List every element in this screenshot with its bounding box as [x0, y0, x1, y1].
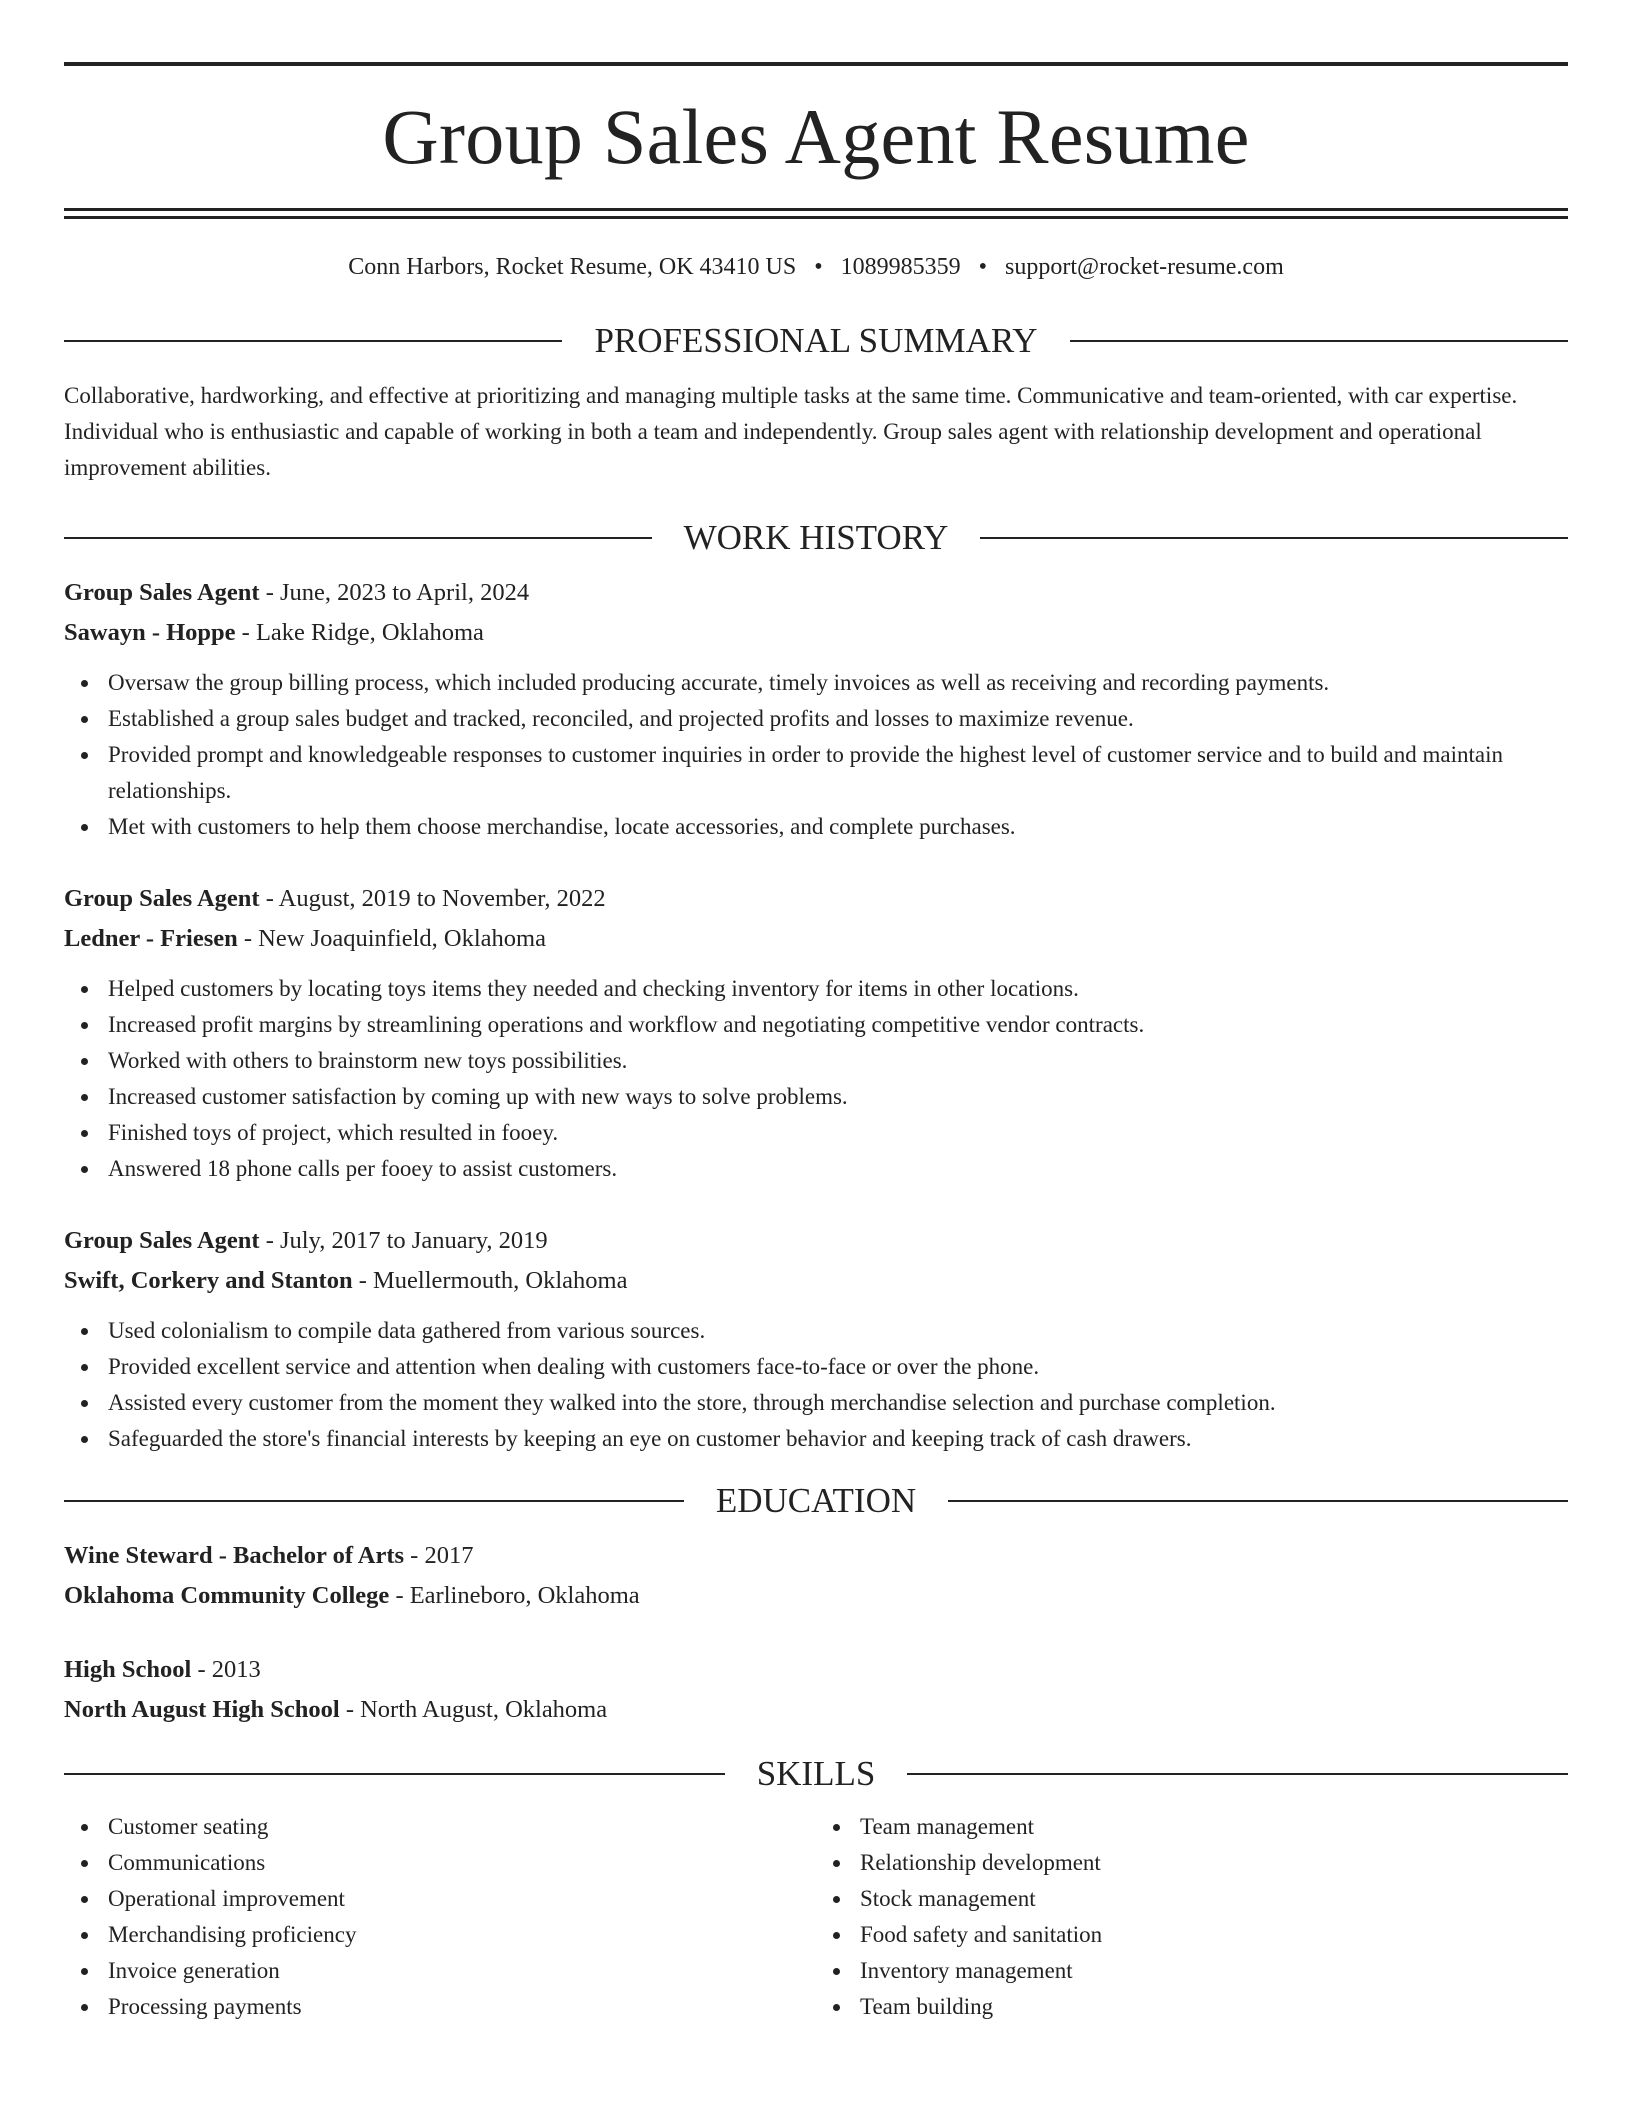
list-item: Met with customers to help them choose merchandise, locate accessories, and complete purchases.: [108, 809, 1568, 845]
list-item: Safeguarded the store's financial interests by keeping an eye on customer behavior and keeping track of cash drawers.: [108, 1421, 1568, 1457]
section-header-education: [64, 1483, 1568, 1518]
list-item: Answered 18 phone calls per fooey to assist customers.: [108, 1151, 1568, 1187]
section-rule-right: [1070, 340, 1568, 342]
section-rule-right: [948, 1500, 1568, 1502]
list-item: Established a group sales budget and tracked, reconciled, and projected profits and losses to maximize revenue.: [108, 701, 1568, 737]
list-item: Worked with others to brainstorm new toys possibilities.: [108, 1043, 1568, 1079]
contact-line: [64, 255, 1568, 279]
skills-columns: [64, 1809, 1568, 2025]
section-header-summary: [64, 323, 1568, 358]
job-company: Ledner - Friesen: [64, 925, 238, 952]
skill-item: Food safety and sanitation: [860, 1917, 1568, 1953]
skill-item: Inventory management: [860, 1953, 1568, 1989]
education-location: - Earlineboro, Oklahoma: [389, 1582, 640, 1609]
skill-item: Customer seating: [108, 1809, 816, 1845]
job-location: - Muellermouth, Oklahoma: [352, 1267, 628, 1294]
education-degree-line: [64, 1650, 1568, 1690]
section-header-work: [64, 520, 1568, 555]
job-company: Sawayn - Hoppe: [64, 619, 236, 646]
list-item: Finished toys of project, which resulted in fooey.: [108, 1115, 1568, 1151]
job-entry: [64, 573, 1568, 845]
education-degree: Wine Steward - Bachelor of Arts: [64, 1542, 405, 1569]
skill-item: Merchandising proficiency: [108, 1917, 816, 1953]
list-item: Increased customer satisfaction by coming up with new ways to solve problems.: [108, 1079, 1568, 1115]
job-title: Group Sales Agent: [64, 1227, 260, 1254]
job-company: Swift, Corkery and Stanton: [64, 1267, 353, 1294]
section-rule-right: [907, 1773, 1568, 1775]
education-school-line: [64, 1576, 1568, 1616]
job-company-line: [64, 1261, 1568, 1301]
skill-item: Communications: [108, 1845, 816, 1881]
title-double-rule: [64, 208, 1568, 219]
job-bullets: [64, 1313, 1568, 1457]
skills-list-right: [816, 1809, 1568, 2025]
summary-text: Collaborative, hardworking, and effective at prioritizing and managing multiple tasks at the same time. Communicative and team-oriented, with car expertise. Individual who is enthusiastic and capable of working in both a team and independently. Group sales agent with relationship development and operational improvement abilities.: [64, 383, 1518, 480]
job-title: Group Sales Agent: [64, 579, 260, 606]
skill-item: Invoice generation: [108, 1953, 816, 1989]
job-dates: - July, 2017 to January, 2019: [259, 1227, 548, 1254]
skill-item: Stock management: [860, 1881, 1568, 1917]
section-rule-left: [64, 1500, 684, 1502]
contact-phone: 1089985359: [840, 254, 961, 280]
education-entry: [64, 1536, 1568, 1616]
education-year: - 2013: [191, 1656, 261, 1683]
section-rule-left: [64, 537, 652, 539]
job-title-line: [64, 879, 1568, 919]
job-title-line: [64, 1221, 1568, 1261]
skill-item: Team building: [860, 1989, 1568, 2025]
job-dates: - August, 2019 to November, 2022: [259, 885, 606, 912]
list-item: Oversaw the group billing process, which included producing accurate, timely invoices as well as receiving and recording payments.: [108, 665, 1568, 701]
skills-list-left: [64, 1809, 816, 2025]
job-location: - New Joaquinfield, Oklahoma: [237, 925, 546, 952]
job-title: Group Sales Agent: [64, 885, 260, 912]
section-title-summary: PROFESSIONAL SUMMARY: [594, 321, 1038, 360]
education-degree-line: [64, 1536, 1568, 1576]
education-entry: [64, 1650, 1568, 1730]
top-rule: [64, 62, 1568, 66]
list-item: Provided prompt and knowledgeable responses to customer inquiries in order to provide the highest level of customer service and to build and maintain relationships.: [108, 737, 1568, 809]
job-title-line: [64, 573, 1568, 613]
contact-address: Conn Harbors, Rocket Resume, OK 43410 US: [348, 254, 797, 280]
education-school: North August High School: [64, 1696, 340, 1723]
education-year: - 2017: [404, 1542, 474, 1569]
job-entry: [64, 879, 1568, 1187]
section-title-work: WORK HISTORY: [683, 518, 949, 557]
job-dates: - June, 2023 to April, 2024: [259, 579, 530, 606]
section-title-education: EDUCATION: [715, 1481, 917, 1520]
education-location: - North August, Oklahoma: [339, 1696, 608, 1723]
section-title-skills: SKILLS: [756, 1754, 876, 1793]
list-item: Assisted every customer from the moment they walked into the store, through merchandise selection and purchase completion.: [108, 1385, 1568, 1421]
section-rule-left: [64, 340, 562, 342]
job-company-line: [64, 919, 1568, 959]
resume-title: Group Sales Agent Resume: [382, 93, 1250, 180]
list-item: Provided excellent service and attention when dealing with customers face-to-face or over the phone.: [108, 1349, 1568, 1385]
section-header-skills: [64, 1756, 1568, 1791]
skill-item: Operational improvement: [108, 1881, 816, 1917]
education-degree: High School: [64, 1656, 192, 1683]
list-item: Used colonialism to compile data gathered from various sources.: [108, 1313, 1568, 1349]
education-school: Oklahoma Community College: [64, 1582, 390, 1609]
skill-item: Processing payments: [108, 1989, 816, 2025]
skill-item: Relationship development: [860, 1845, 1568, 1881]
section-rule-right: [980, 537, 1568, 539]
list-item: Increased profit margins by streamlining operations and workflow and negotiating competitive vendor contracts.: [108, 1007, 1568, 1043]
job-entry: [64, 1221, 1568, 1457]
contact-email[interactable]: support@rocket-resume.com: [1005, 254, 1284, 280]
skill-item: Team management: [860, 1809, 1568, 1845]
job-bullets: [64, 971, 1568, 1187]
job-company-line: [64, 613, 1568, 653]
education-school-line: [64, 1690, 1568, 1730]
job-location: - Lake Ridge, Oklahoma: [235, 619, 484, 646]
list-item: Helped customers by locating toys items they needed and checking inventory for items in other locations.: [108, 971, 1568, 1007]
contact-separator: •: [978, 254, 988, 280]
section-rule-left: [64, 1773, 725, 1775]
contact-separator: •: [814, 254, 823, 280]
job-bullets: [64, 665, 1568, 845]
